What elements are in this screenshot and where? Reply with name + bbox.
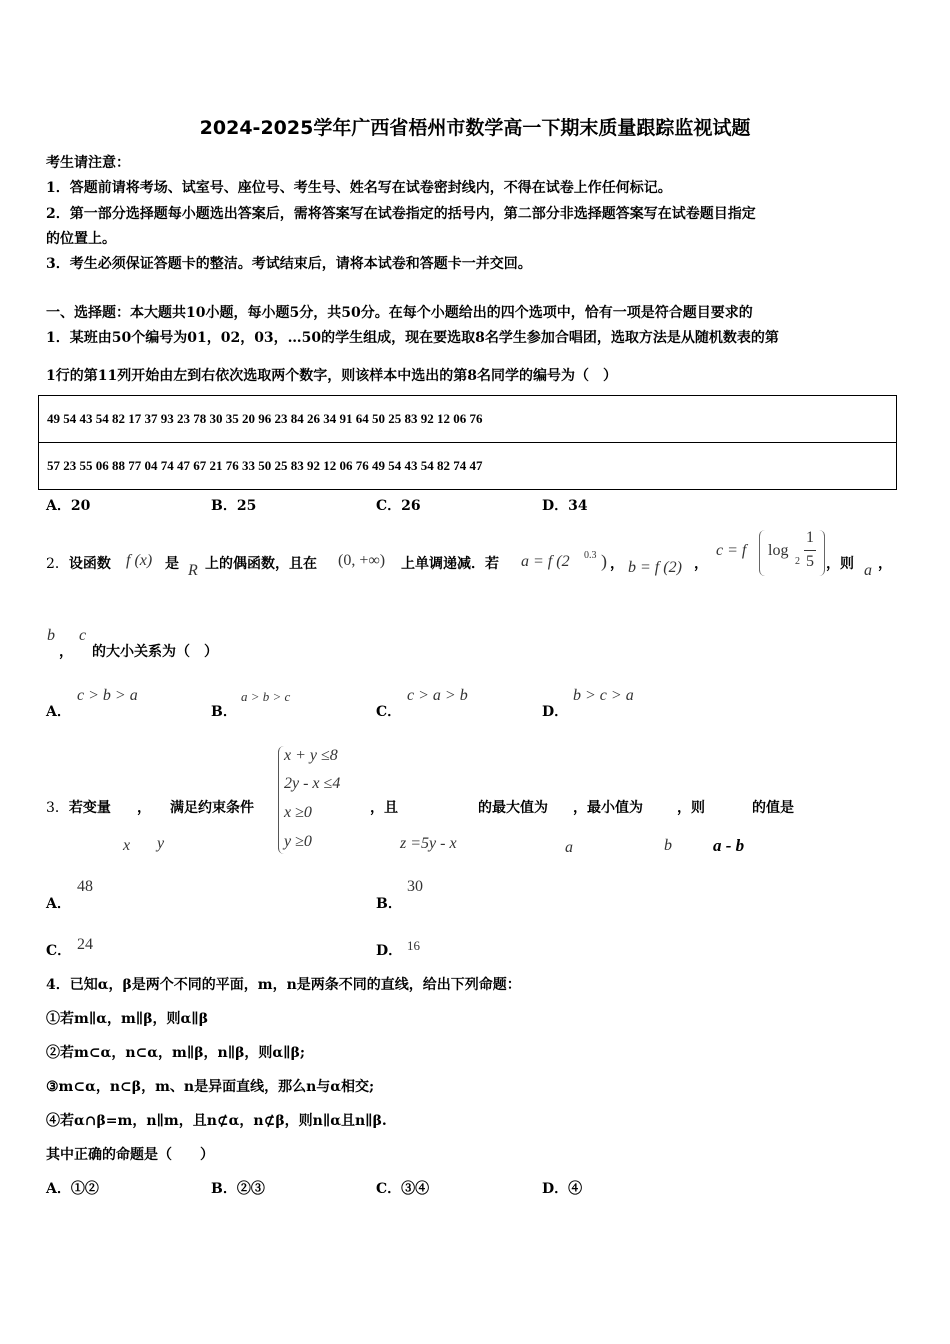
q3-text: ，且: [370, 800, 398, 816]
q2-a: a: [864, 562, 872, 579]
q4-proposition: ②若m⊂α，n⊂α，m∥β，n∥β，则α∥β;: [46, 1045, 306, 1061]
q4-stem: 4．已知α，β是两个不同的平面，m，n是两条不同的直线，给出下列命题：: [46, 977, 521, 993]
q3-y: y: [157, 835, 165, 852]
q2-text: ，: [610, 556, 624, 572]
q2-b: b: [47, 627, 55, 644]
q2-frac-num: 1: [806, 529, 814, 546]
notice-item: 1．答题前请将考场、试室号、座位号、考生号、姓名写在试卷密封线内，不得在试卷上作任何标记。: [46, 180, 672, 196]
q2-fx: f (x): [126, 552, 153, 569]
q2-text: ，: [59, 644, 73, 660]
section-heading: 一、选择题：本大题共10小题，每小题5分，共50分。在每个小题给出的四个选项中，恰有一项是符合题目要求的: [46, 305, 753, 321]
q2-option-a[interactable]: A．: [46, 704, 71, 720]
q2-c-expr: c = f: [716, 542, 747, 559]
q4-option-a[interactable]: A．①②: [46, 1181, 99, 1197]
q3-option-d-val: 16: [407, 938, 420, 953]
q2-option-b-expr: a > b > c: [241, 689, 291, 704]
q2-option-b[interactable]: B．: [211, 704, 237, 720]
q3-option-a[interactable]: A．: [46, 896, 71, 912]
q4-proposition: ③m⊂α，n⊂β，m、n是异面直线，那么n与α相交;: [46, 1079, 375, 1095]
q3-constraint: y ≥0: [284, 833, 312, 850]
q3-a: a: [565, 839, 573, 856]
q2-left-paren: [759, 530, 766, 576]
q1-option-a[interactable]: A．20: [46, 498, 91, 514]
q2-text: ，: [878, 556, 892, 572]
q3-number: 3．: [46, 800, 69, 816]
q3-option-b-val: 30: [407, 878, 423, 895]
q2-option-d[interactable]: D．: [542, 704, 569, 720]
q4-ask: 其中正确的命题是（ ）: [46, 1147, 214, 1163]
q2-stem: [46, 553, 111, 573]
q2-option-a-expr: c > b > a: [77, 687, 138, 704]
q3-a-minus-b: a - b: [713, 836, 745, 855]
table-cell: 49 54 43 54 82 17 37 93 23 78 30 35 20 96 23 84 26 34 91 64 50 25 83 92 12 06 76: [39, 396, 897, 443]
q1-stem-line1: 1．某班由50个编号为01，02，03，…50的学生组成，现在要选取8名学生参加合唱团，选取方法是从随机数表的第: [46, 330, 779, 346]
notice-item: 的位置上。: [46, 231, 116, 247]
q4-proposition: ④若α∩β=m，n∥m，且n⊄α，n⊄β，则n∥α且n∥β.: [46, 1113, 387, 1129]
notice-item: 2．第一部分选择题每小题选出答案后，需将答案写在试卷指定的括号内，第二部分非选择题答案写在试卷题目指定: [46, 206, 756, 222]
q3-option-c[interactable]: C．: [46, 943, 72, 959]
q2-log: log: [768, 542, 789, 559]
q3-text: 满足约束条件: [170, 800, 254, 816]
q2-interval: (0, +∞): [338, 552, 386, 569]
q1-option-b[interactable]: B．25: [211, 498, 257, 514]
q4-option-c[interactable]: C．③④: [376, 1181, 430, 1197]
q3-stem: [46, 797, 111, 817]
table-cell: 57 23 55 06 88 77 04 74 47 67 21 76 33 50 25 83 92 12 06 76 49 54 43 54 82 74 47: [39, 443, 897, 490]
q3-x: x: [123, 837, 131, 854]
q3-option-c-val: 24: [77, 936, 93, 953]
q2-R: R: [188, 562, 198, 579]
q3-constraint: x ≥0: [284, 804, 312, 821]
q1-option-c[interactable]: C．26: [376, 498, 421, 514]
q2-number: 2．: [46, 556, 69, 572]
table-row: [39, 396, 897, 443]
q3-text: ，: [137, 800, 151, 816]
q3-option-a-val: 48: [77, 878, 93, 895]
q1-option-d[interactable]: D．34: [542, 498, 588, 514]
q2-text: 上的偶函数，且在: [205, 556, 317, 572]
random-number-table: [38, 395, 897, 490]
q2-option-c-expr: c > a > b: [407, 687, 468, 704]
q3-text: 的最大值为: [478, 800, 548, 816]
q2-log-base: 2: [795, 556, 800, 567]
q4-option-d[interactable]: D．④: [542, 1181, 583, 1197]
q2-frac-den: 5: [806, 553, 814, 570]
q2-text: ，: [694, 556, 708, 572]
q3-option-b[interactable]: B．: [376, 896, 402, 912]
q3-text: 的值是: [752, 800, 794, 816]
q2-a-expr: a = f (2: [521, 553, 570, 570]
q2-text: 设函数: [68, 556, 111, 572]
page-title: 2024-2025学年广西省梧州市数学高一下期末质量跟踪监视试题: [199, 117, 751, 139]
q2-b-expr: b = f (2): [628, 559, 682, 576]
q3-text: 若变量: [68, 800, 111, 816]
q2-text: 是: [165, 556, 179, 572]
q4-option-b[interactable]: B．②③: [211, 1181, 265, 1197]
q3-option-d[interactable]: D．: [376, 943, 403, 959]
q2-frac-bar: [804, 550, 816, 551]
q3-constraint: x + y ≤8: [284, 747, 338, 764]
q1-stem-line2: 1行的第11列开始由左到右依次选取两个数字，则该样本中选出的第8名同学的编号为（ ）: [46, 368, 617, 384]
q2-right-paren: [818, 530, 825, 576]
q2-a-exponent: 0.3: [584, 550, 597, 561]
q3-b: b: [664, 837, 672, 854]
notice-item: 3．考生必须保证答题卡的整洁。考试结束后，请将本试卷和答题卡一并交回。: [46, 256, 532, 272]
q3-text: ，则: [677, 800, 705, 816]
table-row: [39, 443, 897, 490]
q2-option-c[interactable]: C．: [376, 704, 402, 720]
q2-text: 上单调递减．若: [401, 556, 499, 572]
q2-c: c: [79, 627, 87, 644]
notice-heading: 考生请注意：: [46, 155, 130, 171]
q2-option-d-expr: b > c > a: [573, 687, 634, 704]
q3-constraint: 2y - x ≤4: [284, 775, 341, 792]
q2-text: ，则: [826, 556, 854, 572]
q3-text: ，最小值为: [573, 800, 643, 816]
q2-a-close: ): [601, 551, 607, 571]
q2-text: 的大小关系为（ ）: [92, 644, 218, 660]
q3-z-expr: z =5y - x: [400, 835, 457, 852]
q4-proposition: ①若m∥α，m∥β，则α∥β: [46, 1011, 208, 1027]
